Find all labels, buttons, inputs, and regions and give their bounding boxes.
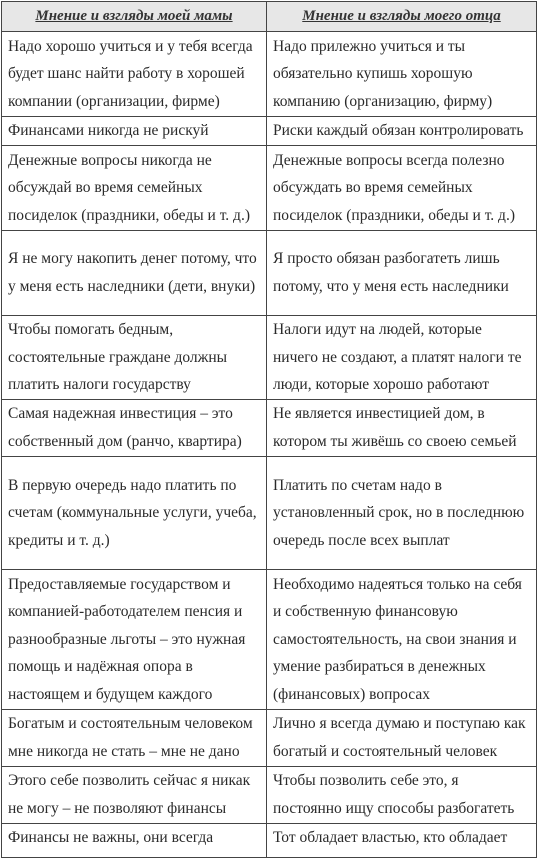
comparison-table (1, 1, 537, 858)
father-view: Тот обладает властью, кто обладает (267, 824, 537, 858)
table-row (2, 767, 537, 824)
mother-view: Финансами никогда не рискуй (2, 117, 267, 146)
mother-view: Финансы не важны, они всегда (2, 824, 267, 858)
table-row (2, 117, 537, 146)
mother-view: Надо хорошо учиться и у тебя всегда будет шанс найти работу в хорошей компании (организации, фирме) (2, 32, 267, 117)
mother-view: Этого себе позволить сейчас я никак не могу – не позволяют финансы (2, 767, 267, 824)
father-view: Налоги идут на людей, которые ничего не создают, а платят налоги те люди, которые хорошо работают (267, 316, 537, 400)
father-view: Денежные вопросы всегда полезно обсуждать во время семейных посиделок (праздники, обеды и т. д.) (267, 146, 537, 231)
table-row (2, 710, 537, 767)
header-mother: Мнение и взгляды моей мамы (2, 2, 267, 32)
table-row (2, 316, 537, 400)
father-view: Риски каждый обязан контролировать (267, 117, 537, 146)
table-row (2, 231, 537, 316)
father-view: Я просто обязан разбогатеть лишь потому, что у меня есть наследники (267, 231, 537, 316)
mother-view: Самая надежная инвестиция – это собственный дом (ранчо, квартира) (2, 400, 267, 457)
father-view: Лично я всегда думаю и поступаю как богатый и состоятельный человек (267, 710, 537, 767)
father-view: Платить по счетам надо в установленный срок, но в последнюю очередь после всех выплат (267, 457, 537, 570)
mother-view: Денежные вопросы никогда не обсуждай во время семейных посиделок (праздники, обеды и т. д.) (2, 146, 267, 231)
table-row (2, 32, 537, 117)
table-row (2, 400, 537, 457)
table-row (2, 457, 537, 570)
father-view: Чтобы позволить себе это, я постоянно ищу способы разбогатеть (267, 767, 537, 824)
table-row (2, 146, 537, 231)
mother-view: Богатым и состоятельным человеком мне никогда не стать – мне не дано (2, 710, 267, 767)
table-row (2, 824, 537, 858)
mother-view: Я не могу накопить денег потому, что у меня есть наследники (дети, внуки) (2, 231, 267, 316)
table-row (2, 570, 537, 710)
father-view: Не является инвестицией дом, в котором ты живёшь со своею семьей (267, 400, 537, 457)
father-view: Надо прилежно учиться и ты обязательно купишь хорошую компанию (организацию, фирму) (267, 32, 537, 117)
mother-view: Предоставляемые государством и компанией-работодателем пенсия и разнообразные льготы – это нужная помощь и надёжная опора в настоящем и будущем каждого (2, 570, 267, 710)
header-father: Мнение и взгляды моего отца (267, 2, 537, 32)
header-row (2, 2, 537, 32)
mother-view: Чтобы помогать бедным, состоятельные граждане должны платить налоги государству (2, 316, 267, 400)
mother-view: В первую очередь надо платить по счетам (коммунальные услуги, учеба, кредиты и т. д.) (2, 457, 267, 570)
father-view: Необходимо надеяться только на себя и собственную финансовую самостоятельность, на свои знания и умение разбираться в денежных (финансовых) вопросах (267, 570, 537, 710)
